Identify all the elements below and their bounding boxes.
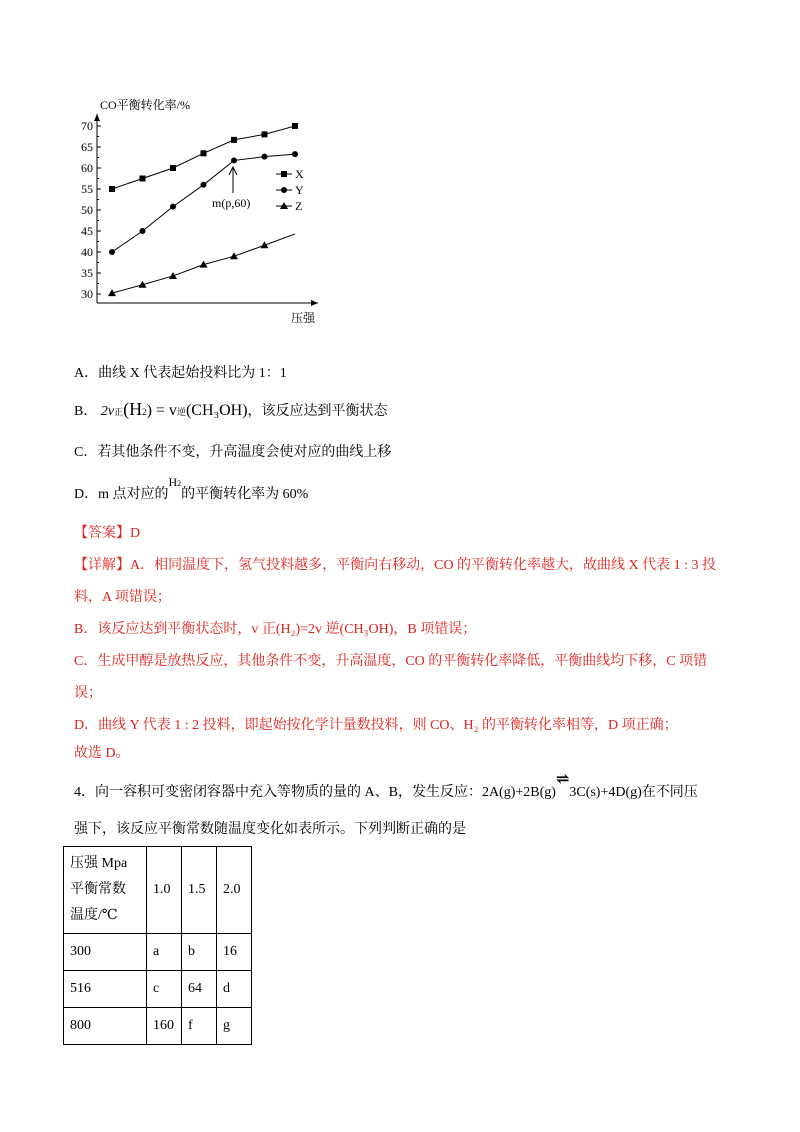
legend-item-Z xyxy=(276,199,302,213)
table-cell: 160 xyxy=(147,1008,182,1045)
header-line-2: 平衡常数 xyxy=(70,882,126,897)
equilibrium-arrow: ⇌ xyxy=(555,771,570,788)
column-header: 1.0 xyxy=(147,847,182,934)
data-point-Y xyxy=(201,182,207,188)
x-axis-arrow xyxy=(311,300,318,306)
option-b-sub-right: 逆 xyxy=(176,407,186,417)
detail-1 xyxy=(74,556,716,576)
table-cell: 64 xyxy=(182,971,217,1008)
data-point-X xyxy=(231,137,237,143)
y-tick-label: 70 xyxy=(81,119,93,133)
data-point-X xyxy=(262,131,268,137)
data-point-Y xyxy=(109,249,115,255)
data-point-Y xyxy=(170,204,176,210)
y-tick-label: 30 xyxy=(81,287,93,301)
data-point-Y xyxy=(231,157,237,163)
legend-label: X xyxy=(295,167,304,181)
detail-3: C．生成甲醇是放热反应，其他条件不变，升高温度，CO 的平衡转化率降低，平衡曲线均下移，C 项错 xyxy=(74,654,708,669)
table-cell: f xyxy=(182,1008,217,1045)
option-d-h: H xyxy=(168,475,178,489)
series-line-Y xyxy=(112,154,295,252)
detail-4: D．曲线 Y 代表 1 : 2 投料，即起始按化学计量数投料，则 CO、H₂ 的平衡转化率相等，D 项正确； xyxy=(74,718,678,733)
detail-5: 故选 D。 xyxy=(74,746,130,761)
data-point-X xyxy=(170,165,176,171)
legend-label: Z xyxy=(295,199,303,213)
chart-legend xyxy=(276,167,304,213)
data-point-X xyxy=(201,150,207,156)
option-d-suffix: 的平衡转化率为 60% xyxy=(181,487,309,502)
table-row xyxy=(64,971,252,1008)
option-c: C．若其他条件不变，升高温度会使对应的曲线上移 xyxy=(74,445,392,460)
detail-1-text: A．相同温度下，氢气投料越多，平衡向右移动，CO 的平衡转化率越大，故曲线 X 代表 1 : 3 投 xyxy=(130,558,717,573)
column-header: 2.0 xyxy=(217,847,252,934)
series-line-X xyxy=(112,126,295,189)
y-axis-label: CO平衡转化率/% xyxy=(100,98,191,112)
legend-marker xyxy=(281,187,287,193)
data-point-Z xyxy=(169,272,177,279)
chart-axes xyxy=(94,114,318,306)
question4-line2: 强下，该反应平衡常数随温度变化如表所示。下列判断正确的是 xyxy=(74,822,466,837)
series-X xyxy=(109,123,298,192)
table-cell: 800 xyxy=(64,1008,147,1045)
x-axis-label: 压强 xyxy=(291,311,316,325)
table-cell: 300 xyxy=(64,934,147,971)
option-b-h2: (H xyxy=(123,399,143,419)
legend-label: Y xyxy=(295,183,304,197)
option-d-formula xyxy=(169,475,182,489)
y-tick-label: 65 xyxy=(81,140,93,154)
detail-label: 【详解】 xyxy=(74,558,130,573)
y-tick-label: 55 xyxy=(81,182,93,196)
option-b-formula-left: 2v xyxy=(100,404,115,419)
column-header: 1.5 xyxy=(182,847,217,934)
table-header-cell xyxy=(64,847,147,934)
y-ticks xyxy=(81,119,101,301)
y-tick-label: 35 xyxy=(81,266,93,280)
detail-2: B．该反应达到平衡状态时，v 正(H₂)=2v 逆(CH₃OH)，B 项错误； xyxy=(74,622,477,637)
conversion-chart xyxy=(70,90,340,330)
y-tick-label: 60 xyxy=(81,161,93,175)
series-Z xyxy=(108,234,295,296)
option-b-h2-sub: 2 xyxy=(142,407,147,417)
data-point-Y xyxy=(262,154,268,160)
table-row xyxy=(64,934,252,971)
data-point-X xyxy=(292,123,298,129)
data-point-Y xyxy=(140,228,146,234)
option-a: A．曲线 X 代表起始投料比为 1：1 xyxy=(74,366,287,381)
table-row xyxy=(64,1008,252,1045)
option-d-h-sub: 2 xyxy=(177,479,182,488)
table-cell: c xyxy=(147,971,182,1008)
table-cell: 16 xyxy=(217,934,252,971)
y-axis-arrow xyxy=(94,114,100,121)
option-d xyxy=(74,475,309,506)
option-b-sub-left: 正 xyxy=(114,407,124,417)
table-cell: b xyxy=(182,934,217,971)
y-tick-label: 50 xyxy=(81,203,93,217)
legend-marker xyxy=(281,171,287,177)
question4-line1 xyxy=(74,771,698,803)
option-b xyxy=(74,399,388,422)
data-point-X xyxy=(109,186,115,192)
table-cell: 516 xyxy=(64,971,147,1008)
table-header-row xyxy=(64,847,252,934)
answer-label: 【答案】D xyxy=(74,526,141,541)
table-cell: a xyxy=(147,934,182,971)
question4-text-a: 4．向一容积可变密闭容器中充入等物质的量的 A、B，发生反应：2A(g)+2B(g) xyxy=(74,785,556,800)
series-Y xyxy=(109,151,298,255)
header-line-3: 温度/℃ xyxy=(70,908,118,923)
option-b-suffix: ，该反应达到平衡状态 xyxy=(247,404,388,419)
option-b-right: (CH₃OH) xyxy=(185,402,248,419)
detail-1b: 料，A 项错误； xyxy=(74,590,171,605)
annotation-label: m(p,60) xyxy=(212,196,251,210)
data-point-Y xyxy=(292,151,298,157)
question4-text-b: 3C(s)+4D(g)在不同压 xyxy=(569,785,698,800)
data-point-Z xyxy=(261,241,269,248)
data-point-X xyxy=(140,176,146,182)
header-line-1: 压强 Mpa xyxy=(70,856,128,871)
table-cell: g xyxy=(217,1008,252,1045)
table-cell: d xyxy=(217,971,252,1008)
chart-series xyxy=(108,123,298,296)
option-b-mid: ) = v xyxy=(146,402,177,419)
legend-item-X xyxy=(276,167,304,181)
detail-3b: 误； xyxy=(74,686,102,701)
option-d-prefix: D．m 点对应的 xyxy=(74,487,169,502)
option-b-prefix: B． xyxy=(74,404,98,419)
legend-item-Y xyxy=(276,183,304,197)
y-tick-label: 40 xyxy=(81,245,93,259)
equilibrium-table xyxy=(63,846,252,1045)
y-tick-label: 45 xyxy=(81,224,93,238)
